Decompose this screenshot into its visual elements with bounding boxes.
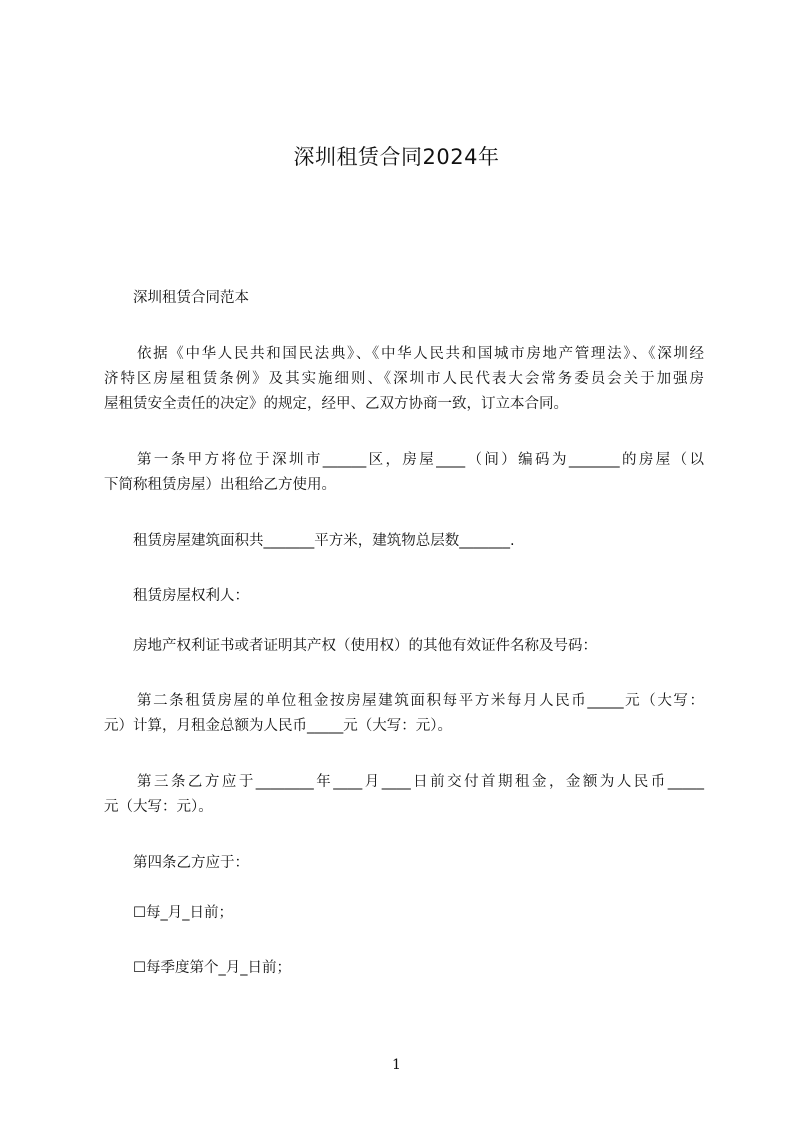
article-3-line-2: 元（大写：元）。 <box>104 799 213 815</box>
document-title: 深圳租赁合同2024年 <box>293 145 500 169</box>
article-3-paragraph <box>104 770 704 820</box>
area-line: 租赁房屋建筑面积共_______平方米，建筑物总层数_______. <box>133 533 515 549</box>
document-subtitle <box>104 286 704 311</box>
option-monthly-paragraph <box>104 901 704 926</box>
owner-paragraph <box>104 584 704 609</box>
article-4-paragraph <box>104 851 704 876</box>
article-1-line-2: 下简称租赁房屋）出租给乙方使用。 <box>104 477 336 493</box>
option-monthly-line: ☐每_月_日前； <box>133 905 233 921</box>
option-quarterly-line: ☐每季度第个_月_日前； <box>133 960 291 976</box>
article-2-line-1: 第二条租赁房屋的单位租金按房屋建筑面积每平方米每月人民币_____元（大写： <box>137 693 704 709</box>
preamble-line-1: 依据《中华人民共和国民法典》、《中华人民共和国城市房地产管理法》、《深圳经 <box>137 346 704 362</box>
subtitle-text: 深圳租赁合同范本 <box>133 290 249 306</box>
article-3-line-1: 第三条乙方应于________年____月____日前交付首期租金，金额为人民币_____ <box>137 774 704 790</box>
certificate-line: 房地产权利证书或者证明其产权（使用权）的其他有效证件名称及号码： <box>133 638 597 654</box>
certificate-paragraph <box>104 634 704 659</box>
article-2-paragraph <box>104 689 704 739</box>
preamble-paragraph <box>104 342 704 417</box>
option-quarterly-paragraph <box>104 956 704 981</box>
preamble-line-2: 济特区房屋租赁条例》及其实施细则、《深圳市人民代表大会常务委员会关于加强房 <box>104 371 704 387</box>
owner-line: 租赁房屋权利人： <box>133 588 249 604</box>
article-4-line: 第四条乙方应于： <box>133 855 249 871</box>
article-1-line-1: 第一条甲方将位于深圳市______区，房屋____（间）编码为_______的房屋（以 <box>137 452 704 468</box>
preamble-line-3: 屋租赁安全责任的决定》的规定，经甲、乙双方协商一致，订立本合同。 <box>104 396 568 412</box>
page-number: 1 <box>392 1057 401 1073</box>
area-paragraph <box>104 529 704 554</box>
article-1-paragraph <box>104 448 704 498</box>
article-2-line-2: 元）计算，月租金总额为人民币_____元（大写：元）。 <box>104 718 452 734</box>
